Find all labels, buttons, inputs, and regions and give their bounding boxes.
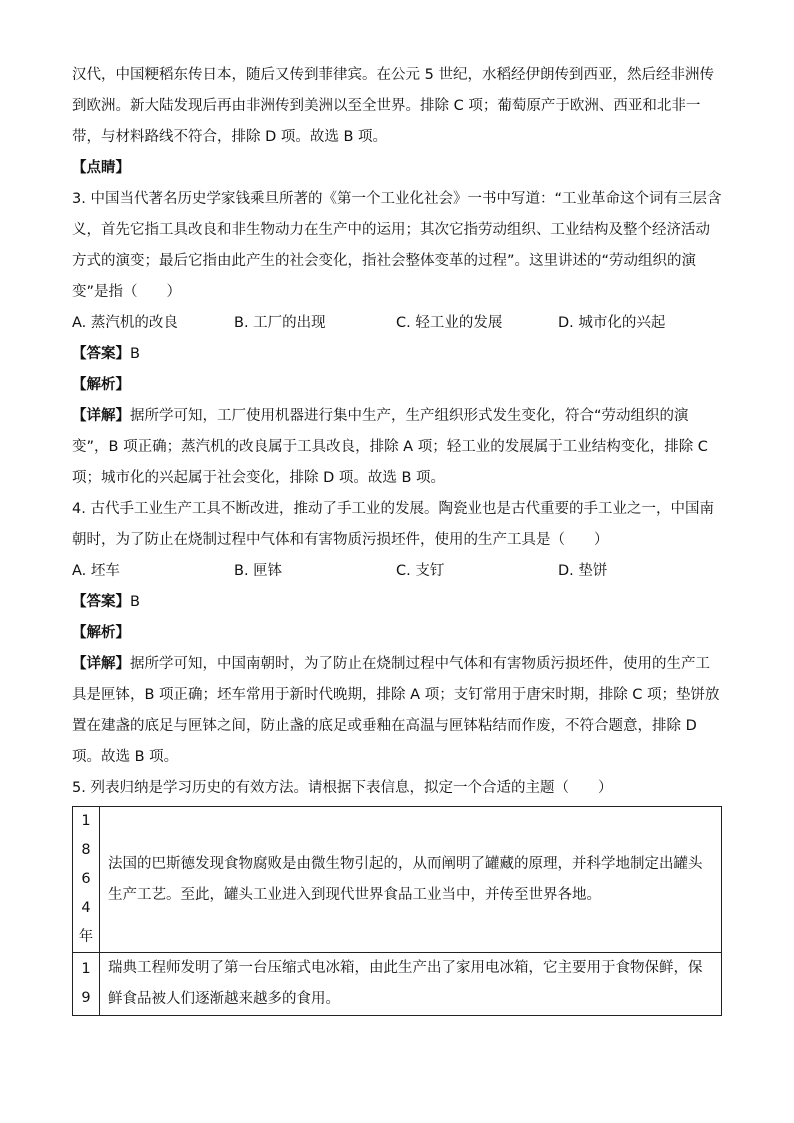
q4-answer-tag: 【答案】 [72,594,130,610]
q4-option-c: C. 支钉 [396,563,445,579]
table-row [73,953,722,1016]
year-char: 6 [81,871,91,887]
q3-detail-text: 据所学可知，工厂使用机器进行集中生产，生产组织形式发生变化，符合“劳动组织的演变”，B 项正确；蒸汽机的改良属于工具改良，排除 A 项；轻工业的发展属于工业结构变化，排除 C 项；城市化的兴起属于社会变化，排除 D 项。故选 B 项。 [72,408,708,486]
year-char: 1 [81,813,91,829]
q4-option-b: B. 匣钵 [234,563,283,579]
q5-table [72,806,722,1016]
year-char: 年 [78,929,94,945]
q4-detail [72,649,722,773]
q4-option-d: D. 垫饼 [558,563,608,579]
q4-answer-value: B [130,594,140,610]
q4-detail-text: 据所学可知，中国南朝时，为了防止在烧制过程中气体和有害物质污损坯件，使用的生产工具是匣钵，B 项正确；坯车常用于新时代晚期，排除 A 项；支钉常用于唐宋时期，排除 C 项；垫饼放置在建盏的底足与匣钵之间，防止盏的底足或垂釉在高温与匣钵粘结而作废，不符合题意，排除 D 项。故选 B 项。 [72,656,720,765]
q3-detail [72,401,722,494]
q3-detail-tag: 【详解】 [72,408,130,424]
year-char: 4 [81,900,91,916]
year-char: 8 [81,842,91,858]
q4-analysis-heading: 【解析】 [72,625,130,641]
q3-analysis-heading: 【解析】 [72,377,130,393]
q3-option-d: D. 城市化的兴起 [558,315,666,331]
q4-answer [72,587,722,618]
q3-option-a: A. 蒸汽机的改良 [72,315,178,331]
q4-detail-tag: 【详解】 [72,656,130,672]
q4-option-a: A. 坯车 [72,563,120,579]
row-2-text: 瑞典工程师发明了第一台压缩式电冰箱，由此生产出了家用电冰箱，它主要用于食物保鲜，保鲜食品被人们逐渐越来越多的食用。 [100,953,722,1016]
question-3-options [72,308,722,339]
document-page [72,60,722,1016]
year-char: 1 [81,961,91,977]
year-char: 9 [81,990,91,1006]
row-2-year [73,953,100,1016]
q3-option-c: C. 轻工业的发展 [396,315,503,331]
question-5-stem: 5. 列表归纳是学习历史的有效方法。请根据下表信息，拟定一个合适的主题（ ） [72,780,613,796]
dianjing-heading: 【点睛】 [72,160,130,176]
table-row [73,807,722,953]
row-1-text: 法国的巴斯德发现食物腐败是由微生物引起的，从而阐明了罐藏的原理，并科学地制定出罐头生产工艺。至此，罐头工业进入到现代世界食品工业当中，并传至世界各地。 [100,807,722,953]
question-4-stem: 4. 古代手工业生产工具不断改进，推动了手工业的发展。陶瓷业也是古代重要的手工业之一，中国南朝时，为了防止在烧制过程中气体和有害物质污损坯件，使用的生产工具是（ ） [72,501,714,548]
q3-answer-value: B [130,346,140,362]
question-3-stem: 3. 中国当代著名历史学家钱乘旦所著的《第一个工业化社会》一书中写道：“工业革命这个词有三层含义，首先它指工具改良和非生物动力在生产中的运用；其次它指劳动组织、工业结构及整个经济活动方式的演变；最后它指由此产生的社会变化，指社会整体变革的过程”。这里讲述的“劳动组织的演变”是指（ ） [72,191,722,300]
q3-option-b: B. 工厂的出现 [234,315,326,331]
previous-answer-continuation: 汉代，中国粳稻东传日本，随后又传到菲律宾。在公元 5 世纪，水稻经伊朗传到西亚，然后经非洲传到欧洲。新大陆发现后再由非洲传到美洲以至全世界。排除 C 项；葡萄原产于欧洲、西亚和北非一带，与材料路线不符合，排除 D 项。故选 B 项。 [72,67,714,145]
q3-answer [72,339,722,370]
row-1-year [73,807,100,953]
question-4-options [72,556,722,587]
q3-answer-tag: 【答案】 [72,346,130,362]
